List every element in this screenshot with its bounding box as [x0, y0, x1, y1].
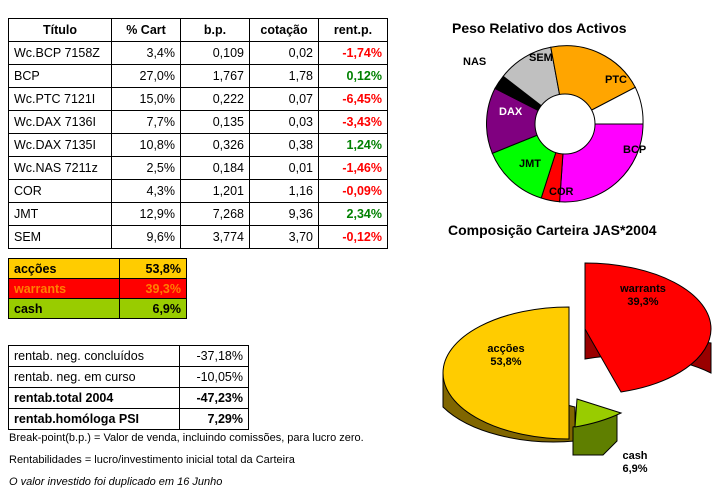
composition-label-cash: cash [9, 299, 120, 319]
results-label: rentab.homóloga PSI [9, 409, 180, 430]
donut-label-jmt: JMT [519, 158, 541, 170]
cell-cart: 27,0% [112, 65, 181, 88]
results-row-psi [9, 409, 249, 430]
composition-row-warrants [9, 279, 187, 299]
col-header-cotacao: cotação [250, 19, 319, 42]
table-row [9, 180, 388, 203]
donut-label-sem: SEM [529, 52, 553, 64]
cell-cart: 9,6% [112, 226, 181, 249]
cell-bp: 0,222 [181, 88, 250, 111]
cell-bp: 3,774 [181, 226, 250, 249]
table-row [9, 42, 388, 65]
cell-rentp: 0,12% [319, 65, 388, 88]
cell-cotacao: 0,01 [250, 157, 319, 180]
pie3d-label-warrants: warrants 39,3% [620, 283, 666, 308]
cell-titulo: JMT [9, 203, 112, 226]
cell-titulo: SEM [9, 226, 112, 249]
cell-cart: 10,8% [112, 134, 181, 157]
composition-value-cash: 6,9% [120, 299, 187, 319]
table-row [9, 88, 388, 111]
cell-titulo: Wc.DAX 7135I [9, 134, 112, 157]
composition-row-cash [9, 299, 187, 319]
cell-rentp: -1,46% [319, 157, 388, 180]
table-row [9, 226, 388, 249]
cell-cotacao: 0,38 [250, 134, 319, 157]
composition-row-accoes [9, 259, 187, 279]
table-row [9, 65, 388, 88]
composition-label-warrants: warrants [9, 279, 120, 299]
composition-value-warrants: 39,3% [120, 279, 187, 299]
cell-cotacao: 1,78 [250, 65, 319, 88]
cell-rentp: -1,74% [319, 42, 388, 65]
cell-titulo: BCP [9, 65, 112, 88]
results-table [8, 345, 249, 430]
col-header-titulo: Título [9, 19, 112, 42]
results-label: rentab. neg. em curso [9, 367, 180, 388]
composition-value-accoes: 53,8% [120, 259, 187, 279]
cell-titulo: Wc.PTC 7121I [9, 88, 112, 111]
cell-rentp: -0,09% [319, 180, 388, 203]
col-header-rentp: rent.p. [319, 19, 388, 42]
cell-titulo: Wc.BCP 7158Z [9, 42, 112, 65]
cell-titulo: COR [9, 180, 112, 203]
donut-hole [535, 94, 595, 154]
cell-bp: 0,135 [181, 111, 250, 134]
cell-cart: 4,3% [112, 180, 181, 203]
results-label: rentab. neg. concluídos [9, 346, 180, 367]
cell-rentp: 1,24% [319, 134, 388, 157]
cell-rentp: -0,12% [319, 226, 388, 249]
cell-bp: 1,767 [181, 65, 250, 88]
footnotes [9, 432, 389, 498]
pie3d-chart [425, 255, 725, 490]
composition-table [8, 258, 187, 319]
cell-cart: 3,4% [112, 42, 181, 65]
composition-label-accoes: acções [9, 259, 120, 279]
table-row [9, 157, 388, 180]
results-label: rentab.total 2004 [9, 388, 180, 409]
cell-bp: 1,201 [181, 180, 250, 203]
col-header-cart: % Cart [112, 19, 181, 42]
table-row [9, 134, 388, 157]
cell-cart: 7,7% [112, 111, 181, 134]
footnote-breakpoint: Break-point(b.p.) = Valor de venda, incluindo comissões, para lucro zero. [9, 432, 364, 444]
donut-chart-title: Peso Relativo dos Activos [452, 20, 627, 36]
cell-cart: 15,0% [112, 88, 181, 111]
cell-cotacao: 0,03 [250, 111, 319, 134]
cell-rentp: 2,34% [319, 203, 388, 226]
cell-bp: 0,326 [181, 134, 250, 157]
cell-bp: 0,184 [181, 157, 250, 180]
results-row [9, 346, 249, 367]
table-header-row [9, 19, 388, 42]
donut-label-bcp: BCP [623, 144, 647, 156]
donut-label-dax: DAX [499, 106, 523, 118]
donut-label-cor: COR [549, 186, 574, 198]
table-row [9, 203, 388, 226]
cell-rentp: -3,43% [319, 111, 388, 134]
cell-cotacao: 0,07 [250, 88, 319, 111]
cell-titulo: Wc.NAS 7211z [9, 157, 112, 180]
footnote-investimento: O valor investido foi duplicado em 16 Junho [9, 476, 223, 488]
pie3d-label-accoes: acções 53,8% [487, 343, 525, 368]
results-value: 7,29% [180, 409, 249, 430]
results-row [9, 367, 249, 388]
cell-rentp: -6,45% [319, 88, 388, 111]
cell-cotacao: 1,16 [250, 180, 319, 203]
results-row-total [9, 388, 249, 409]
pie3d-chart-title: Composição Carteira JAS*2004 [448, 222, 657, 238]
footnote-rentabilidades: Rentabilidades = lucro/investimento inicial total da Carteira [9, 454, 295, 466]
cell-titulo: Wc.DAX 7136I [9, 111, 112, 134]
results-value: -10,05% [180, 367, 249, 388]
donut-label-ptc: PTC [605, 74, 627, 86]
cell-bp: 7,268 [181, 203, 250, 226]
cell-cart: 12,9% [112, 203, 181, 226]
donut-label-nas: NAS [463, 56, 487, 68]
cell-bp: 0,109 [181, 42, 250, 65]
results-value: -37,18% [180, 346, 249, 367]
portfolio-table [8, 18, 388, 249]
cell-cotacao: 0,02 [250, 42, 319, 65]
cell-cotacao: 9,36 [250, 203, 319, 226]
table-row [9, 111, 388, 134]
cell-cart: 2,5% [112, 157, 181, 180]
results-value: -47,23% [180, 388, 249, 409]
pie3d-label-cash: cash 6,9% [622, 450, 648, 475]
col-header-bp: b.p. [181, 19, 250, 42]
cell-cotacao: 3,70 [250, 226, 319, 249]
donut-chart [463, 40, 673, 210]
